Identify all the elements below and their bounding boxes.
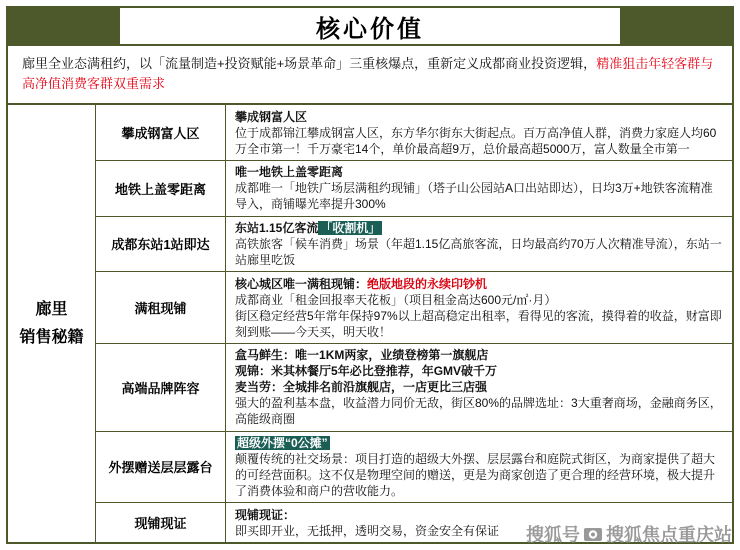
- row-content: [226, 161, 732, 216]
- watermark-prefix: 搜狐号: [526, 525, 580, 545]
- content-line: [235, 523, 723, 539]
- table-side-header: [8, 105, 96, 542]
- text-segment: 成都商业「租金回报率天花板」（项目租金高达600元/㎡·月）: [235, 292, 557, 307]
- text-segment: 唯一1KM两家，业绩登榜第一旗舰店: [295, 348, 489, 363]
- text-segment: 麦当劳：: [235, 380, 284, 395]
- intro-text: 廊里全业态满租约，以「流量制造+投资赋能+场景革命」三重核爆点，重新定义成都商业投资逻辑，: [22, 56, 597, 71]
- table-row: [96, 105, 732, 161]
- content-line: [235, 451, 723, 499]
- row-label: 外摆赠送层层露台: [96, 432, 226, 503]
- table-row: [96, 217, 732, 273]
- side-header-line1: 廊里: [35, 301, 68, 319]
- content-line: [235, 395, 723, 427]
- row-content: [226, 503, 732, 542]
- text-segment: 「收割机」: [320, 220, 381, 235]
- table-row: [96, 344, 732, 432]
- row-label: 高端品牌阵容: [96, 344, 226, 431]
- text-segment: 位于成都锦江攀成钢富人区，东方华尔街东大街起点。百万高净值人群，消费力家庭人均60万全市第一！千万豪宅14个，单价最高超9万，总价最高超5000万，富人数量全市第一: [235, 125, 717, 156]
- text-segment: 全城排名前沿旗舰店，一店更比三店强: [283, 380, 488, 395]
- text-segment: 核心城区唯一满租现铺：: [235, 276, 368, 291]
- content-line: [235, 507, 723, 523]
- text-segment: 成都唯一「地铁广场层满租约现铺」（塔子山公园站A口出站即达），日均3万+地铁客流精准导入，商铺曝光率提升300%: [235, 181, 713, 212]
- header-accent-left: [8, 8, 120, 44]
- content-line: [235, 220, 723, 236]
- content-line: [235, 379, 723, 395]
- page-title: 核心价值: [316, 15, 424, 43]
- table-row: [96, 432, 732, 504]
- side-header-line2: 销售秘籍: [19, 328, 84, 346]
- content-line: [235, 276, 723, 292]
- row-content: [226, 105, 732, 160]
- content-line: [235, 164, 723, 180]
- content-line: [235, 435, 723, 451]
- page: [6, 6, 734, 544]
- text-segment: 观锦：: [235, 364, 272, 379]
- text-segment: 颠覆传统的社交场景：项目打造的超级大外摆、层层露台和庭院式街区，为商家提供了超大的可经营面积。这不仅是物理空间的赠送，更是为商家创造了更合理的经营环境，极大提升了消费体验和商户的营收能力。: [235, 451, 716, 498]
- text-segment: 街区稳定经营5年常年保持97%以上超高稳定出租率，看得见的客流，摸得着的收益，财富即刻到账——今天买，明天收！: [235, 308, 722, 339]
- content-line: [235, 125, 723, 157]
- core-value-table: [8, 105, 732, 542]
- content-line: [235, 180, 723, 212]
- row-label: 现铺现证: [96, 503, 226, 542]
- row-label: 地铁上盖零距离: [96, 161, 226, 216]
- row-content: [226, 217, 732, 272]
- row-label: 成都东站1站即达: [96, 217, 226, 272]
- text-segment: 强大的盈利基本盘，收益潜力同价无敌，街区80%的品牌选址：3大重奢商场，金融商务区，高能级商圈: [235, 396, 722, 427]
- row-label: 攀成钢富人区: [96, 105, 226, 160]
- table-row: [96, 272, 732, 344]
- text-segment: 现铺现证：: [235, 507, 296, 522]
- table-row: [96, 161, 732, 217]
- text-segment: 唯一地铁上盖零距离: [235, 165, 344, 180]
- title-wrap: [120, 8, 620, 44]
- content-line: [235, 109, 723, 125]
- content-line: [235, 308, 723, 340]
- text-segment: 即买即开业，无抵押，透明交易，资金安全有保证: [235, 523, 500, 538]
- text-segment: 攀成钢富人区: [235, 109, 308, 124]
- row-content: [226, 344, 732, 431]
- row-content: [226, 432, 732, 503]
- content-line: [235, 236, 723, 268]
- content-line: [235, 363, 723, 379]
- row-label: 满租现铺: [96, 272, 226, 343]
- table-row: [96, 503, 732, 542]
- intro-paragraph: [8, 46, 732, 105]
- text-segment: 超级外摆“0公摊”: [237, 435, 328, 450]
- text-segment: 东站1.15亿客流: [235, 220, 319, 235]
- content-line: [235, 292, 723, 308]
- content-line: [235, 347, 723, 363]
- table-body: [96, 105, 732, 542]
- page-header: [8, 8, 732, 46]
- intro-text-red: 精准狙击年轻客群与高净值消费客群双重需求: [22, 56, 714, 92]
- text-segment: 盒马鲜生：: [235, 348, 296, 363]
- watermark-suffix: 搜狐焦点重庆站: [606, 525, 732, 545]
- text-segment: 绝版地段的永续印钞机: [367, 276, 488, 291]
- text-segment: 米其林餐厅5年必比登推荐，年GMV破千万: [271, 364, 498, 379]
- header-accent-right: [620, 8, 732, 44]
- row-content: [226, 272, 732, 343]
- text-segment: 高铁旅客「候车消费」场景（年超1.15亿高旅客流，日均最高约70万人次精准导流），东站一站廊里吃饭: [235, 236, 722, 267]
